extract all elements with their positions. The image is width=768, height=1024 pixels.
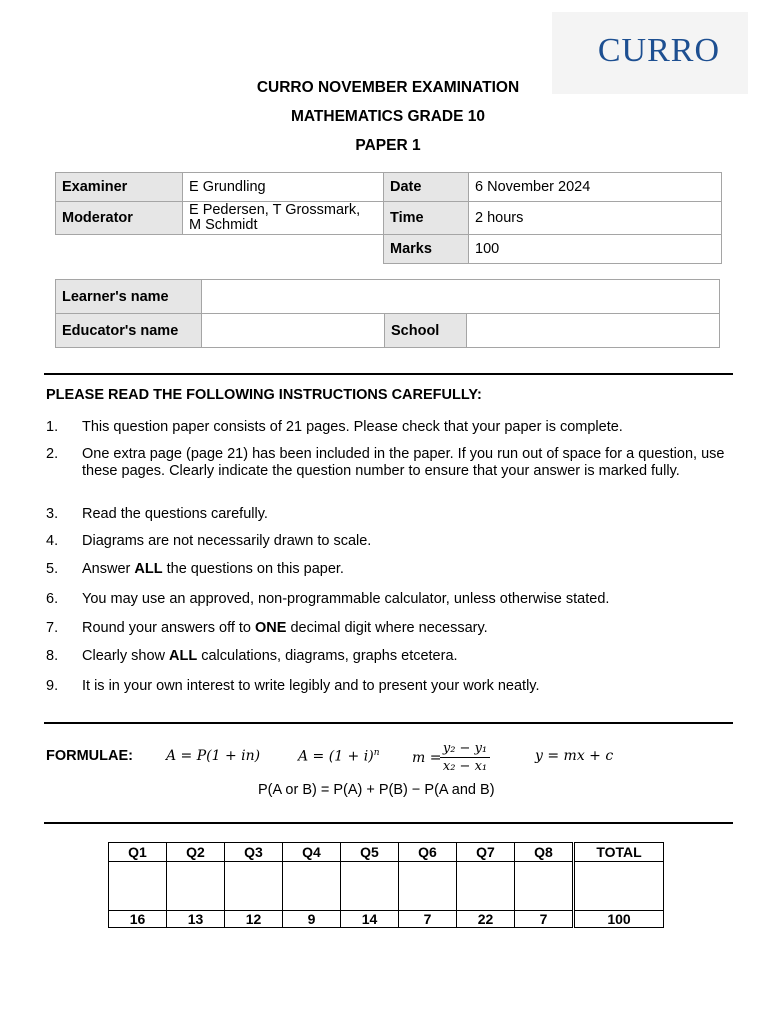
line-formula: y = mx + c xyxy=(535,748,614,764)
instruction-text: This question paper consists of 21 pages. Please check that your paper is complete. xyxy=(82,419,623,435)
gradient-denominator: x₂ − x₁ xyxy=(442,759,488,774)
q5-score-cell[interactable] xyxy=(341,862,399,911)
divider xyxy=(44,722,733,724)
compound-interest-formula: $A = (1 + i)^n$ xyxy=(298,748,380,765)
blank-cell xyxy=(183,235,384,264)
instruction-text: One extra page (page 21) has been included in the paper. If you run out of space for a question, use these pages. Clearly indicate the question number to ensure that your answer is marked fully. xyxy=(82,446,725,479)
fraction-bar xyxy=(440,757,490,758)
q2-score-cell[interactable] xyxy=(167,862,225,911)
marks-max-row xyxy=(109,911,664,928)
examiner-label: Examiner xyxy=(56,173,183,202)
learner-info-table xyxy=(55,279,720,348)
total-max: 100 xyxy=(574,911,664,928)
simple-interest-formula: A = P(1 + in) xyxy=(166,748,261,764)
marks-table xyxy=(108,842,664,928)
moderator-value xyxy=(183,202,384,235)
gradient-lhs: m = xyxy=(412,750,442,766)
school-field[interactable] xyxy=(467,314,720,348)
divider xyxy=(44,373,733,375)
instruction-text: Answer ALL the questions on this paper. xyxy=(82,561,344,577)
instructions-heading: PLEASE READ THE FOLLOWING INSTRUCTIONS CAREFULLY: xyxy=(46,387,482,403)
q6-score-cell[interactable] xyxy=(399,862,457,911)
q7-max: 22 xyxy=(457,911,515,928)
marks-value: 100 xyxy=(469,235,722,264)
q8-header: Q8 xyxy=(515,843,574,862)
q8-score-cell[interactable] xyxy=(515,862,574,911)
divider xyxy=(44,822,733,824)
marks-entry-row xyxy=(109,862,664,911)
marks-header-row xyxy=(109,843,664,862)
gradient-fraction xyxy=(440,741,490,774)
curro-logo: CURRO xyxy=(597,32,720,69)
q4-header: Q4 xyxy=(283,843,341,862)
instruction-number: 7. xyxy=(46,620,59,636)
moderator-label: Moderator xyxy=(56,202,183,235)
instruction-text: Clearly show ALL calculations, diagrams, graphs etcetera. xyxy=(82,648,458,664)
moderator-line-1: E Pedersen, T Grossmark, xyxy=(189,202,361,218)
instruction-text: It is in your own interest to write legibly and to present your work neatly. xyxy=(82,678,540,694)
instruction-number: 9. xyxy=(46,678,59,694)
examiner-value: E Grundling xyxy=(183,173,384,202)
q7-header: Q7 xyxy=(457,843,515,862)
q1-max: 16 xyxy=(109,911,167,928)
q3-max: 12 xyxy=(225,911,283,928)
instruction-text: Round your answers off to ONE decimal digit where necessary. xyxy=(82,620,488,636)
learner-name-field[interactable] xyxy=(202,280,720,314)
q2-header: Q2 xyxy=(167,843,225,862)
total-score-cell[interactable] xyxy=(574,862,664,911)
exam-info-table xyxy=(55,172,722,264)
q3-header: Q3 xyxy=(225,843,283,862)
q8-max: 7 xyxy=(515,911,574,928)
instruction-number: 5. xyxy=(46,561,59,577)
q6-max: 7 xyxy=(399,911,457,928)
exam-title: CURRO NOVEMBER EXAMINATION xyxy=(256,79,520,96)
probability-formula: P(A or B) = P(A) + P(B) − P(A and B) xyxy=(258,782,495,798)
q7-score-cell[interactable] xyxy=(457,862,515,911)
marks-label: Marks xyxy=(384,235,469,264)
q3-score-cell[interactable] xyxy=(225,862,283,911)
instruction-number: 4. xyxy=(46,533,59,549)
q6-header: Q6 xyxy=(399,843,457,862)
total-header: TOTAL xyxy=(574,843,664,862)
blank-cell xyxy=(56,235,183,264)
moderator-line-2: M Schmidt xyxy=(189,217,258,233)
q5-max: 14 xyxy=(341,911,399,928)
q4-score-cell[interactable] xyxy=(283,862,341,911)
paper-title: PAPER 1 xyxy=(355,137,421,154)
instruction-number: 1. xyxy=(46,419,59,435)
instruction-number: 8. xyxy=(46,648,59,664)
educator-name-field[interactable] xyxy=(202,314,385,348)
q5-header: Q5 xyxy=(341,843,399,862)
q1-score-cell[interactable] xyxy=(109,862,167,911)
instruction-number: 3. xyxy=(46,506,59,522)
date-label: Date xyxy=(384,173,469,202)
instruction-text: You may use an approved, non-programmable calculator, unless otherwise stated. xyxy=(82,591,610,607)
time-value: 2 hours xyxy=(469,202,722,235)
educator-name-label: Educator's name xyxy=(56,314,202,348)
instruction-number: 2. xyxy=(46,446,59,462)
q1-header: Q1 xyxy=(109,843,167,862)
q4-max: 9 xyxy=(283,911,341,928)
learner-name-label: Learner's name xyxy=(56,280,202,314)
q2-max: 13 xyxy=(167,911,225,928)
formulae-label: FORMULAE: xyxy=(46,748,133,764)
instruction-text: Diagrams are not necessarily drawn to scale. xyxy=(82,533,372,549)
time-label: Time xyxy=(384,202,469,235)
instruction-number: 6. xyxy=(46,591,59,607)
subject-title: MATHEMATICS GRADE 10 xyxy=(290,108,486,125)
instruction-text: Read the questions carefully. xyxy=(82,506,268,522)
date-value: 6 November 2024 xyxy=(469,173,722,202)
school-label: School xyxy=(385,314,467,348)
gradient-numerator: y₂ − y₁ xyxy=(442,741,488,756)
